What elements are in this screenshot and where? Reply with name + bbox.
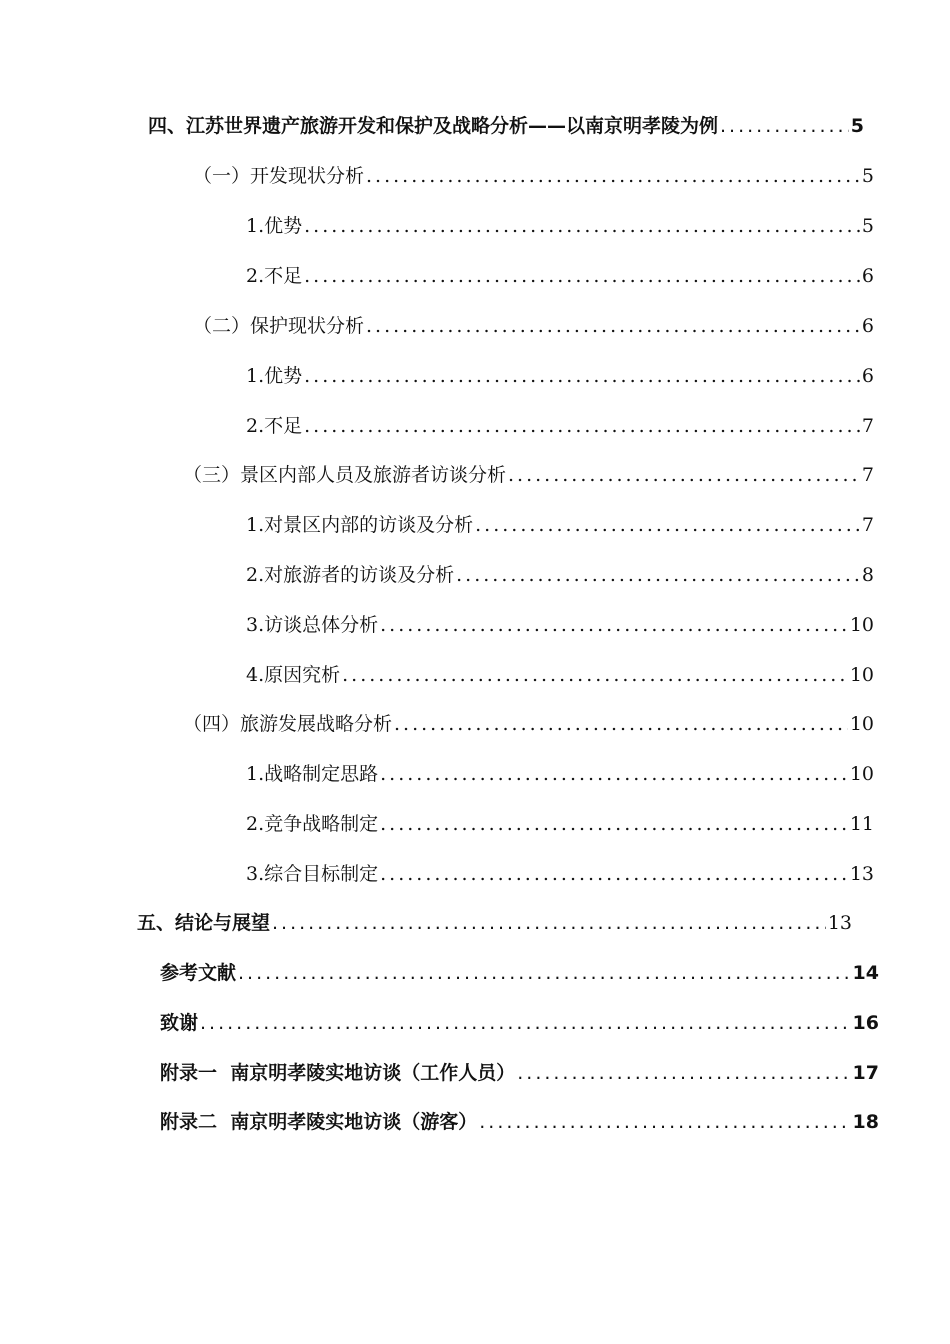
dot-leader xyxy=(272,907,826,939)
dot-leader xyxy=(508,459,860,491)
dot-leader xyxy=(394,708,848,740)
toc-entry-label: 附录一 南京明孝陵实地访谈（工作人员） xyxy=(160,1062,516,1084)
toc-entry-label: 致谢 xyxy=(160,1012,199,1034)
dot-leader xyxy=(304,360,860,392)
toc-entry-page: 10 xyxy=(849,614,874,636)
toc-entry-item-4-2-2[interactable] xyxy=(246,410,874,442)
toc-entry-page: 5 xyxy=(850,115,864,137)
toc-entry-chapter-5[interactable] xyxy=(137,907,852,939)
toc-entry-page: 18 xyxy=(852,1111,879,1133)
dot-leader xyxy=(456,559,860,591)
toc-entry-label: 3.访谈总体分析 xyxy=(246,614,379,636)
toc-entry-page: 10 xyxy=(849,763,874,785)
toc-entry-appendix-2[interactable] xyxy=(160,1106,879,1138)
toc-entry-page: 7 xyxy=(861,464,874,486)
dot-leader xyxy=(380,808,848,840)
toc-entry-label: 2.竞争战略制定 xyxy=(246,813,379,835)
toc-entry-page: 5 xyxy=(861,215,874,237)
toc-entry-item-4-3-1[interactable] xyxy=(246,509,874,541)
toc-entry-label: 四、江苏世界遗产旅游开发和保护及战略分析——以南京明孝陵为例 xyxy=(148,115,719,137)
toc-entry-page: 8 xyxy=(861,564,874,586)
dot-leader xyxy=(380,858,848,890)
toc-entry-page: 17 xyxy=(852,1062,879,1084)
toc-entry-label: 1.优势 xyxy=(246,365,303,387)
toc-entry-label: 参考文献 xyxy=(160,962,237,984)
toc-entry-item-4-2-1[interactable] xyxy=(246,360,874,392)
toc-entry-label: 2.对旅游者的访谈及分析 xyxy=(246,564,455,586)
toc-entry-page: 7 xyxy=(861,415,874,437)
toc-entry-label: 附录二 南京明孝陵实地访谈（游客） xyxy=(160,1111,478,1133)
toc-entry-item-4-3-2[interactable] xyxy=(246,559,874,591)
toc-entry-label: 五、结论与展望 xyxy=(137,912,271,934)
toc-entry-label: 1.优势 xyxy=(246,215,303,237)
dot-leader xyxy=(304,260,860,292)
toc-entry-section-4-2[interactable] xyxy=(193,310,874,342)
dot-leader xyxy=(720,110,849,142)
toc-entry-page: 5 xyxy=(861,165,874,187)
toc-entry-label: （三）景区内部人员及旅游者访谈分析 xyxy=(183,464,507,486)
toc-entry-page: 14 xyxy=(852,962,879,984)
dot-leader xyxy=(380,758,848,790)
toc-entry-acknowledgements[interactable] xyxy=(160,1007,879,1039)
toc-entry-item-4-4-1[interactable] xyxy=(246,758,874,790)
toc-entry-page: 6 xyxy=(861,315,874,337)
toc-entry-page: 13 xyxy=(849,863,874,885)
toc-entry-label: （四）旅游发展战略分析 xyxy=(183,713,393,735)
toc-entry-section-4-4[interactable] xyxy=(183,708,874,740)
dot-leader xyxy=(517,1057,850,1089)
toc-entry-page: 7 xyxy=(861,514,874,536)
toc-entry-item-4-1-1[interactable] xyxy=(246,210,874,242)
dot-leader xyxy=(200,1007,851,1039)
toc-entry-page: 13 xyxy=(827,912,852,934)
dot-leader xyxy=(304,410,860,442)
toc-entry-label: 3.综合目标制定 xyxy=(246,863,379,885)
toc-entry-page: 16 xyxy=(852,1012,879,1034)
toc-entry-label: （一）开发现状分析 xyxy=(193,165,365,187)
toc-entry-label: （二）保护现状分析 xyxy=(193,315,365,337)
toc-entry-page: 10 xyxy=(849,713,874,735)
dot-leader xyxy=(366,160,860,192)
toc-entry-page: 6 xyxy=(861,265,874,287)
toc-entry-item-4-4-3[interactable] xyxy=(246,858,874,890)
toc-entry-chapter-4[interactable] xyxy=(148,110,864,142)
toc-entry-appendix-1[interactable] xyxy=(160,1057,879,1089)
toc-entry-item-4-4-2[interactable] xyxy=(246,808,874,840)
toc-entry-page: 6 xyxy=(861,365,874,387)
toc-entry-label: 2.不足 xyxy=(246,265,303,287)
dot-leader xyxy=(304,210,860,242)
toc-entry-item-4-1-2[interactable] xyxy=(246,260,874,292)
dot-leader xyxy=(238,957,851,989)
toc-entry-item-4-3-4[interactable] xyxy=(246,659,874,691)
dot-leader xyxy=(479,1106,850,1138)
toc-entry-section-4-3[interactable] xyxy=(183,459,874,491)
toc-entry-page: 11 xyxy=(849,813,874,835)
dot-leader xyxy=(366,310,860,342)
toc-entry-item-4-3-3[interactable] xyxy=(246,609,874,641)
dot-leader xyxy=(380,609,848,641)
dot-leader xyxy=(342,659,848,691)
toc-entry-label: 4.原因究析 xyxy=(246,664,341,686)
toc-entry-references[interactable] xyxy=(160,957,879,989)
toc-entry-label: 2.不足 xyxy=(246,415,303,437)
toc-entry-label: 1.对景区内部的访谈及分析 xyxy=(246,514,474,536)
dot-leader xyxy=(475,509,860,541)
toc-entry-section-4-1[interactable] xyxy=(193,160,874,192)
toc-entry-label: 1.战略制定思路 xyxy=(246,763,379,785)
toc-entry-page: 10 xyxy=(849,664,874,686)
